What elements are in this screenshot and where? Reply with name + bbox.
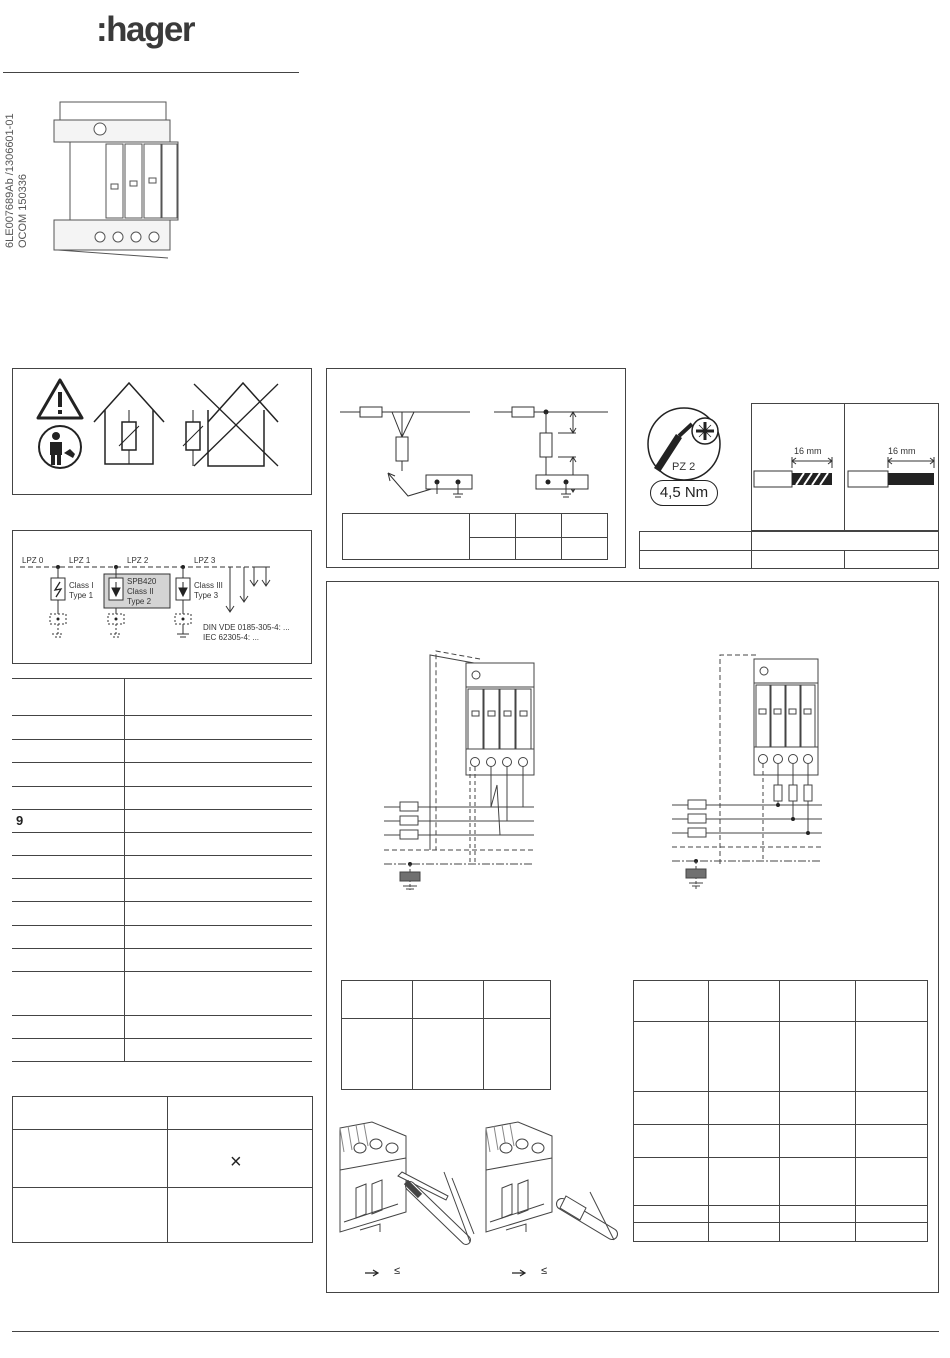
doc-ref: 6LE007689Ab /1306601-01 [4, 113, 16, 248]
class2-text: Class II [127, 587, 154, 596]
product-code: SPB420 [127, 577, 157, 586]
backup-fuse-table-a [341, 980, 551, 1090]
wiring-diagram-tn-c [380, 645, 540, 895]
header-rule [3, 72, 299, 73]
class1-text: Class I [69, 581, 94, 590]
wire-strip-divider [844, 403, 845, 531]
type3-text: Type 3 [194, 591, 219, 600]
product-illustration [50, 98, 180, 260]
max-length-sign-2: ≤ [541, 1265, 548, 1277]
strip-length-2: 16 mm [888, 446, 916, 456]
type1-text: Type 1 [69, 591, 94, 600]
wire-section-table [639, 531, 939, 569]
class3-label [194, 581, 223, 601]
electrician-icon [36, 425, 84, 469]
doc-code: OCOM 150336 [17, 174, 29, 248]
class1-label [69, 581, 93, 601]
indoor-house-icon [91, 380, 167, 468]
lpz-zone-3: LPZ 3 [194, 556, 216, 565]
lead-length-table [342, 513, 608, 560]
lpz-zone-1: LPZ 1 [69, 556, 91, 565]
insertion-arrow-1 [365, 1269, 381, 1277]
brand-logo: :hager [96, 10, 194, 49]
warning-icon [36, 378, 84, 420]
spec-row-9-label: 9 [16, 813, 24, 828]
standard-iec: IEC 62305-4: ... [203, 633, 260, 642]
terminal-connection-illustration-2 [482, 1122, 622, 1252]
doc-reference [4, 113, 30, 248]
insertion-arrow-2 [512, 1269, 528, 1277]
screwdriver-size: PZ 2 [672, 461, 696, 473]
terminal-connection-illustration-1 [336, 1122, 476, 1252]
wiring-diagram-tn-s [668, 645, 828, 895]
pozidriv-icon [690, 416, 720, 446]
standard-din: DIN VDE 0185-305-4: ... [203, 623, 290, 632]
standards-note [203, 623, 290, 643]
type2-text: Type 2 [127, 597, 152, 606]
compatibility-table [12, 1096, 313, 1243]
lpz-zone-0: LPZ 0 [22, 556, 44, 565]
torque-badge: 4,5 Nm [650, 480, 718, 506]
class3-text: Class III [194, 581, 223, 590]
backup-fuse-table-b [633, 980, 928, 1242]
spb420-label [127, 577, 156, 607]
not-allowed-mark: × [230, 1151, 242, 1173]
max-length-sign-1: ≤ [394, 1265, 401, 1277]
strip-length-1: 16 mm [794, 446, 822, 456]
no-outdoor-icon [178, 380, 282, 470]
lpz-zone-2: LPZ 2 [127, 556, 149, 565]
footer-rule [12, 1331, 939, 1332]
lpz-diagram [12, 530, 312, 664]
lead-length-schematic [336, 395, 616, 500]
